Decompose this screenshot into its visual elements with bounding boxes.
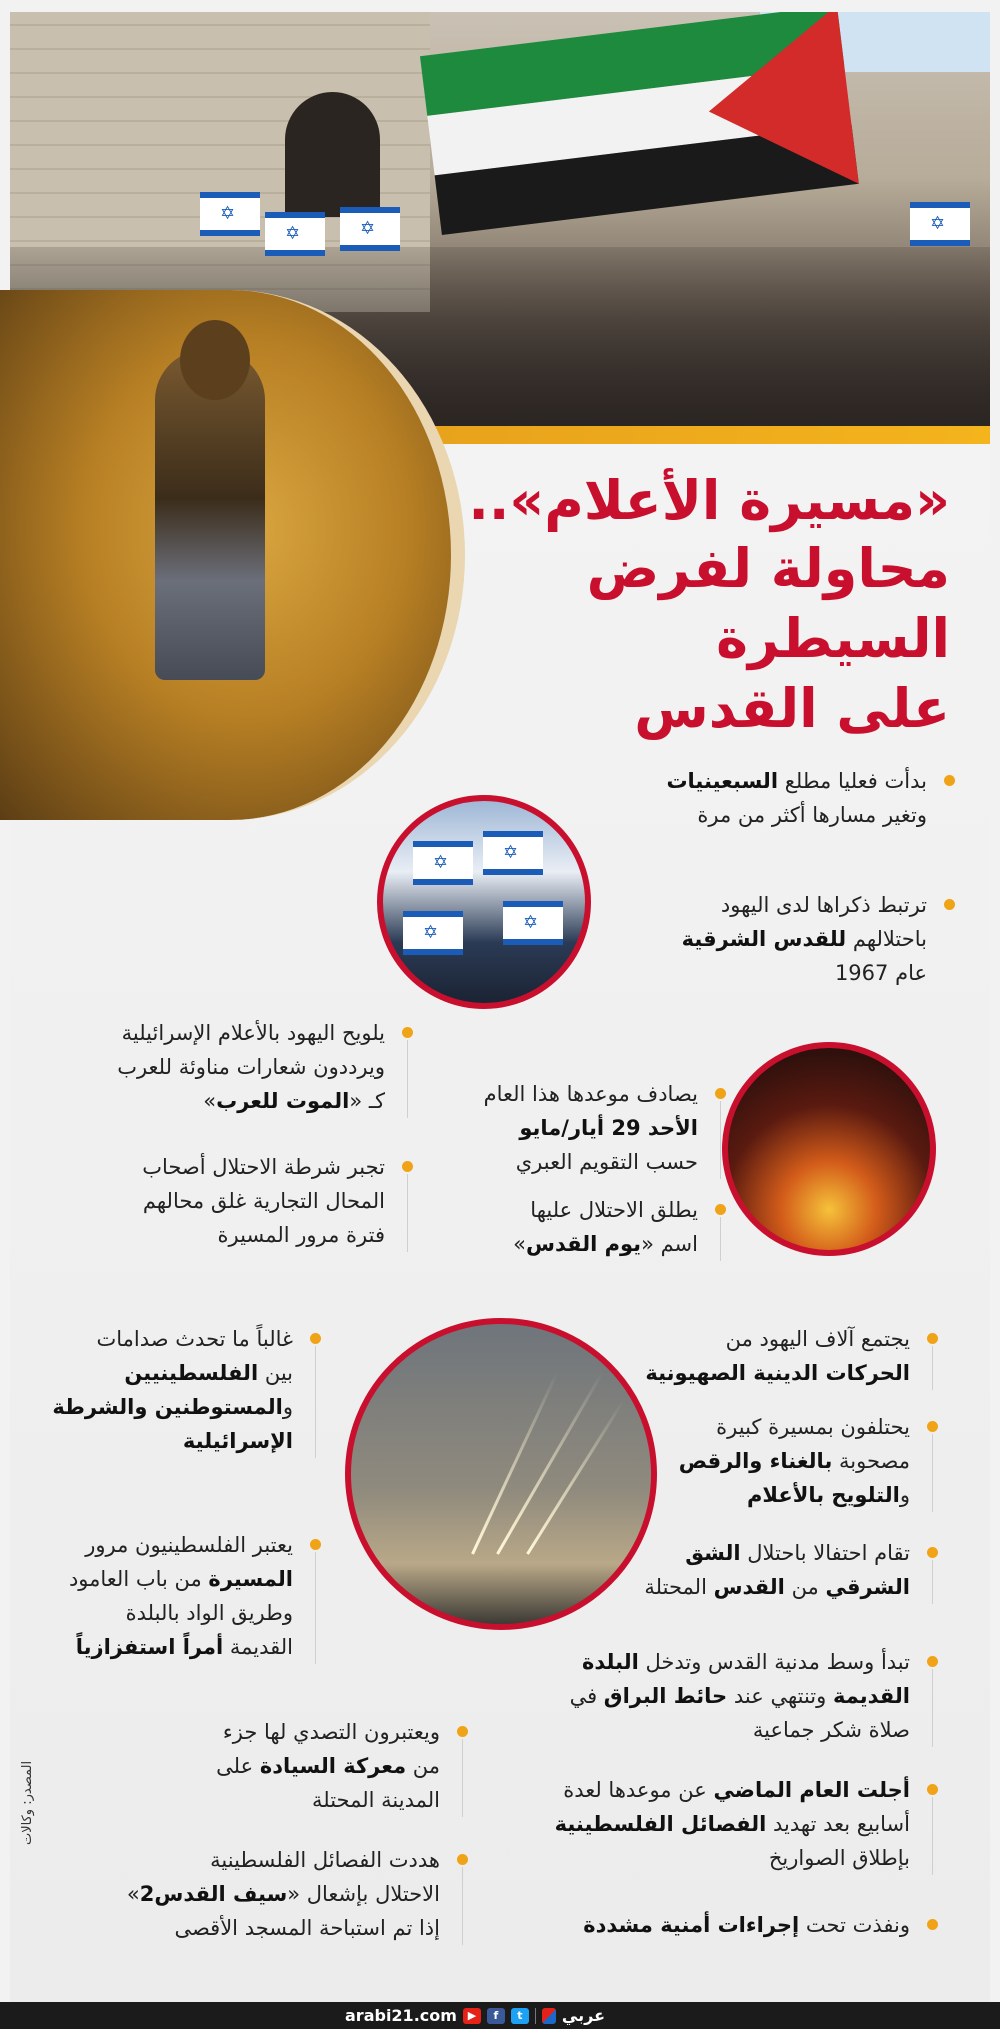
- detained-man-head: [180, 320, 250, 400]
- palestinian-flag: [420, 12, 860, 245]
- israeli-flag-icon: [340, 207, 400, 251]
- bullet-dot-icon: [927, 1784, 938, 1795]
- bullet-east-jerusalem: ترتبط ذكراها لدى اليهود باحتلالهم للقدس الشرقية عام 1967: [597, 888, 927, 990]
- arabi21-logo-icon: [542, 2008, 556, 2024]
- bullet-zionist-movements: يجتمع آلاف اليهود من الحركات الدينية الصهيونية: [630, 1322, 910, 1390]
- title-line-2: محاولة لفرض السيطرة: [586, 537, 950, 670]
- israeli-flag-icon: [200, 192, 260, 236]
- bullet-dot-icon: [402, 1027, 413, 1038]
- bullet-dot-icon: [927, 1547, 938, 1558]
- damascus-gate: [285, 92, 380, 217]
- footer-brand: [345, 2005, 605, 2026]
- bullet-dot-icon: [310, 1333, 321, 1344]
- bullet-provocative: يعتبر الفلسطينيون مرور المسيرة من باب العامود وطريق الواد بالبلدة القديمة أمراً استفزازياً: [33, 1528, 293, 1664]
- title-line-1: «مسيرة الأعلام»..: [468, 469, 950, 532]
- flags-march-photo: [377, 795, 591, 1009]
- israeli-flag-icon: [483, 831, 543, 875]
- bullet-dot-icon: [927, 1333, 938, 1344]
- bullet-sovereignty: ويعتبرون التصدي لها جزء من معركة السيادة على المدينة المحتلة: [140, 1715, 440, 1817]
- rockets-photo: [345, 1318, 657, 1630]
- bullet-dot-icon: [457, 1726, 468, 1737]
- bullet-clashes: غالباً ما تحدث صدامات بين الفلسطينيين والمستوطنين والشرطة الإسرائيلية: [33, 1322, 293, 1458]
- bullet-dot-icon: [457, 1854, 468, 1865]
- accent-bar: [425, 426, 990, 444]
- bullet-dot-icon: [944, 775, 955, 786]
- bullet-shops-closed: تجبر شرطة الاحتلال أصحاب المحال التجارية غلق محالهم فترة مرور المسيرة: [45, 1150, 385, 1252]
- brand-name: عربي: [561, 2006, 605, 2025]
- israeli-flag-icon: [503, 901, 563, 945]
- bullet-dot-icon: [944, 899, 955, 910]
- bullet-dot-icon: [927, 1919, 938, 1930]
- footer: [0, 2002, 1000, 2029]
- bullet-waving-flags: يلويح اليهود بالأعلام الإسرائيلية ويرددون شعارات مناوئة للعرب كـ «الموت للعرب»: [45, 1016, 385, 1118]
- bullet-celebration: يحتلفون بمسيرة كبيرة مصحوبة بالغناء والرقص والتلويح بالأعلام: [630, 1410, 910, 1512]
- bullet-route: تبدأ وسط مدنية القدس وتدخل البلدة القديمة وتنتهي عند حائط البراق في صلاة شكر جماعية: [490, 1645, 910, 1747]
- fire-clashes-photo: [722, 1042, 936, 1256]
- bullet-dot-icon: [927, 1421, 938, 1432]
- israeli-flag-icon: [910, 202, 970, 246]
- page-title: [430, 468, 950, 744]
- israeli-flag-icon: [413, 841, 473, 885]
- bullet-postponed: أجلت العام الماضي عن موعدها لعدة أسابيع بعد تهديد الفصائل الفلسطينية بإطلاق الصواريخ: [490, 1773, 910, 1875]
- arrest-photo: [0, 290, 465, 820]
- twitter-icon[interactable]: t: [511, 2008, 529, 2024]
- israeli-flag-icon: [403, 911, 463, 955]
- bullet-dot-icon: [715, 1204, 726, 1215]
- source-credit: المصدر: وكالات: [20, 1760, 35, 1845]
- title-line-3: على القدس: [634, 677, 950, 740]
- bullet-east-occupation: تقام احتفالا باحتلال الشق الشرقي من القدس المحتلة: [630, 1536, 910, 1604]
- bullet-sword-of-jerusalem: هددت الفصائل الفلسطينية الاحتلال بإشعال «سيف القدس2» إذا تم استباحة المسجد الأقصى: [100, 1843, 440, 1945]
- bullet-dot-icon: [310, 1539, 321, 1550]
- bullet-jerusalem-day: يطلق الاحتلال عليها اسم «يوم القدس»: [408, 1193, 698, 1261]
- divider: [535, 2008, 536, 2024]
- bullet-date: يصادف موعدها هذا العام الأحد 29 أيار/مايو حسب التقويم العبري: [408, 1077, 698, 1179]
- bullet-dot-icon: [715, 1088, 726, 1099]
- bullet-dot-icon: [927, 1656, 938, 1667]
- bullet-security: ونفذت تحت إجراءات أمنية مشددة: [490, 1908, 910, 1942]
- facebook-icon[interactable]: f: [487, 2008, 505, 2024]
- israeli-flag-icon: [265, 212, 325, 256]
- bullet-start-seventies: بدأت فعليا مطلع السبعينيات وتغير مسارها أكثر من مرة: [597, 764, 927, 832]
- youtube-icon[interactable]: ▶: [463, 2008, 481, 2024]
- site-url[interactable]: arabi21.com: [345, 2006, 457, 2025]
